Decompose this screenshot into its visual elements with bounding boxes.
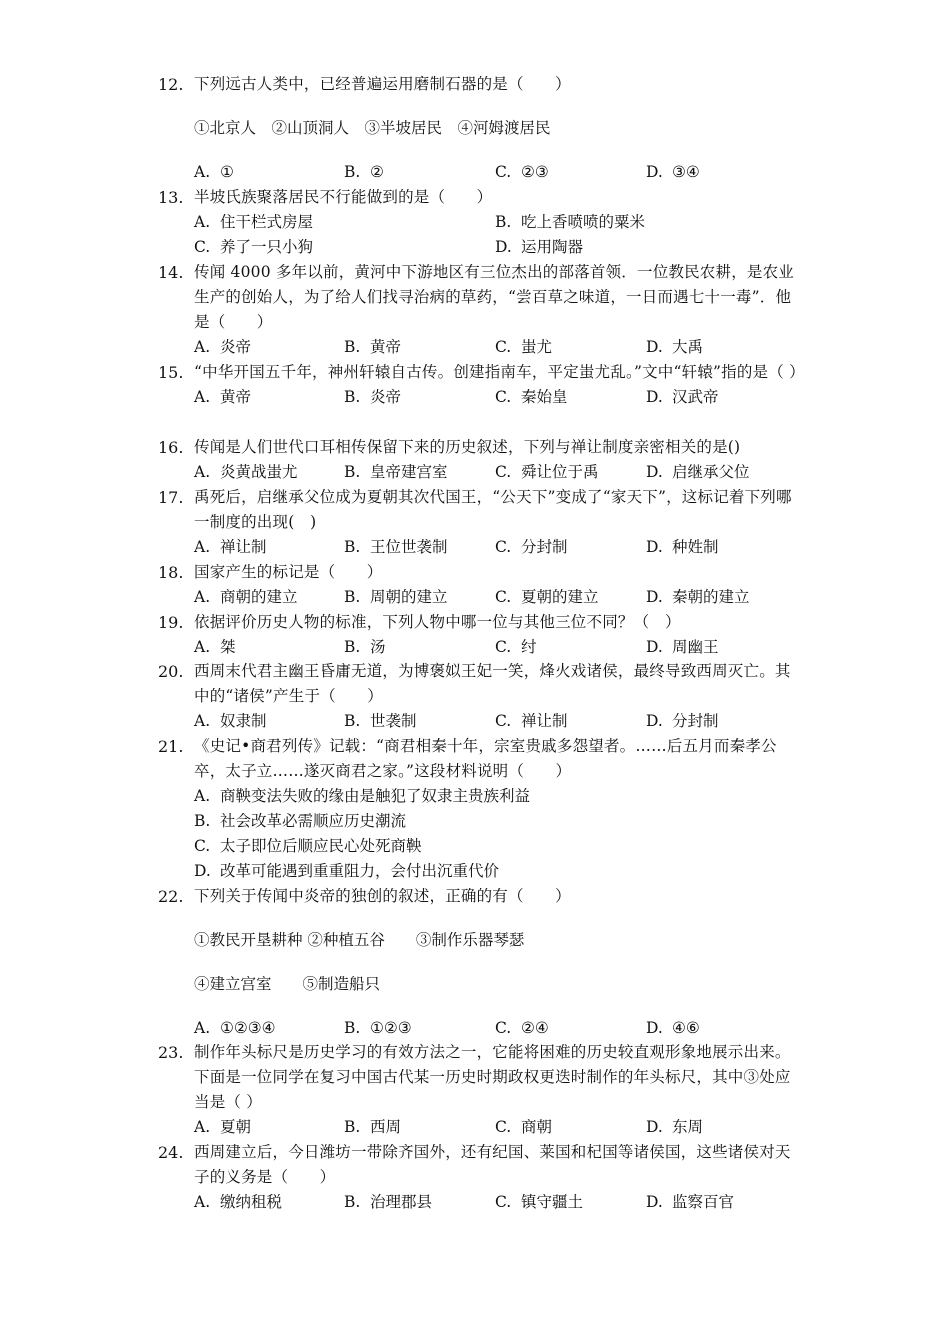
options-row [194,1190,798,1215]
option-a[interactable]: A. 夏朝 [194,1118,252,1136]
question-19 [158,610,798,660]
option-a[interactable]: A. ①②③④ [194,1019,276,1037]
options-row [194,335,798,360]
question-22 [158,884,798,1041]
question-number: 23. [158,1043,184,1062]
option-d[interactable]: D. ④⑥ [646,1019,700,1037]
options-row [194,460,798,485]
question-items: ④建立宫室 ⑤制造船只 [194,975,381,993]
question-items: ①教民开垦耕种 ②种植五谷 ③制作乐器琴瑟 [194,931,525,949]
option-c[interactable]: C. 秦始皇 [495,388,568,406]
question-number: 20. [158,662,184,681]
options-row [194,1115,798,1140]
options-row [194,1016,798,1041]
option-b[interactable]: B. 社会改革必需顺应历史潮流 [194,812,407,830]
options-row [194,160,798,185]
option-c[interactable]: C. 养了一只小狗 [194,238,314,256]
options-row [194,385,798,410]
question-17 [158,485,798,560]
option-c[interactable]: C. 舜让位于禹 [495,463,599,481]
options-row [194,784,798,809]
option-c[interactable]: C. ②④ [495,1019,549,1037]
question-number: 14. [158,263,184,282]
question-number: 19. [158,613,184,632]
option-d[interactable]: D. 分封制 [646,712,719,730]
option-b[interactable]: B. 炎帝 [344,388,402,406]
option-d[interactable]: D. 监察百官 [646,1193,735,1211]
question-15 [158,360,805,410]
question-stem: “中华开国五千年，神州轩辕自古传。创建指南车，平定蚩尤乱。”文中“轩辕”指的是（ ） [194,363,805,381]
option-a[interactable]: A. 炎黄战蚩尤 [194,463,298,481]
question-number: 12. [158,75,184,94]
option-d[interactable]: D. 种姓制 [646,538,719,556]
option-b[interactable]: B. 世袭制 [344,712,417,730]
option-d[interactable]: D. 启继承父位 [646,463,750,481]
question-23 [158,1040,798,1140]
question-stem: 传闻是人们世代口耳相传保留下来的历史叙述，下列与禅让制度亲密相关的是() [194,438,741,456]
options-row [194,235,798,260]
option-b[interactable]: B. 皇帝建宫室 [344,463,448,481]
options-row [194,635,798,660]
question-items: ①北京人 ②山顶洞人 ③半坡居民 ④河姆渡居民 [194,119,551,137]
option-a[interactable]: A. 商鞅变法失败的缘由是触犯了奴隶主贵族利益 [194,787,531,805]
question-stem: 禹死后，启继承父位成为夏朝其次代国王，“公天下”变成了“家天下”，这标记着下列哪一制度的出现( ) [194,488,792,531]
question-stem: 西周末代君主幽王昏庸无道，为博褒姒王妃一笑，烽火戏诸侯，最终导致西周灭亡。其中的“诸侯”产生于（ ） [194,662,791,705]
question-stem: 下列关于传闻中炎帝的独创的叙述，正确的有（ ） [194,887,571,905]
option-a[interactable]: A. 禅让制 [194,538,267,556]
option-d[interactable]: D. 秦朝的建立 [646,588,750,606]
option-c[interactable]: C. 镇守疆土 [495,1193,584,1211]
option-d[interactable]: D. 周幽王 [646,638,719,656]
question-number: 15. [158,363,184,382]
option-c[interactable]: C. 纣 [495,638,537,656]
option-b[interactable]: B. ①②③ [344,1019,412,1037]
option-a[interactable]: A. 炎帝 [194,338,252,356]
option-c[interactable]: C. 蚩尤 [495,338,553,356]
option-d[interactable]: D. 东周 [646,1118,704,1136]
options-row [194,210,798,235]
option-b[interactable]: B. 吃上香喷喷的粟米 [495,213,646,231]
question-stem: 依据评价历史人物的标准，下列人物中哪一位与其他三位不同？（ ） [194,613,681,631]
question-24 [158,1140,798,1215]
options-row [194,859,798,884]
question-number: 22. [158,887,184,906]
option-c[interactable]: C. ②③ [495,163,549,181]
option-a[interactable]: A. 黄帝 [194,388,252,406]
option-b[interactable]: B. 周朝的建立 [344,588,448,606]
question-number: 21. [158,737,184,756]
question-18 [158,560,798,610]
option-d[interactable]: D. 汉武帝 [646,388,719,406]
option-b[interactable]: B. 西周 [344,1118,402,1136]
question-12 [158,72,798,185]
question-stem: 《史记•商君列传》记载：“商君相秦十年，宗室贵戚多怨望者。……后五月而秦孝公卒，太子立……遂灭商君之家。”这段材料说明（ ） [194,737,777,780]
option-b[interactable]: B. 治理郡县 [344,1193,433,1211]
options-row [194,709,798,734]
option-b[interactable]: B. 黄帝 [344,338,402,356]
option-d[interactable]: D. ③④ [646,163,700,181]
option-c[interactable]: C. 太子即位后顺应民心处死商鞅 [194,837,422,855]
question-14 [158,260,798,360]
option-d[interactable]: D. 大禹 [646,338,704,356]
option-b[interactable]: B. 王位世袭制 [344,538,448,556]
option-c[interactable]: C. 商朝 [495,1118,553,1136]
question-16 [158,435,798,485]
question-stem: 国家产生的标记是（ ） [194,563,383,581]
option-c[interactable]: C. 夏朝的建立 [495,588,599,606]
question-number: 13. [158,188,184,207]
options-row [194,535,798,560]
question-13 [158,185,798,260]
question-stem: 下列远古人类中，已经普遍运用磨制石器的是（ ） [194,75,571,93]
question-number: 18. [158,563,184,582]
option-b[interactable]: B. 汤 [344,638,386,656]
question-21 [158,734,798,884]
question-number: 17. [158,488,184,507]
options-row [194,834,798,859]
question-stem: 西周建立后，今日潍坊一带除齐国外，还有纪国、莱国和杞国等诸侯国，这些诸侯对天子的义务是（ ） [194,1143,791,1186]
option-a[interactable]: A. ① [194,163,234,181]
options-row [194,809,798,834]
option-a[interactable]: A. 奴隶制 [194,712,267,730]
option-a[interactable]: A. 住干栏式房屋 [194,213,314,231]
option-a[interactable]: A. 商朝的建立 [194,588,298,606]
option-a[interactable]: A. 桀 [194,638,236,656]
question-number: 16. [158,438,184,457]
options-row [194,585,798,610]
question-stem: 制作年头标尺是历史学习的有效方法之一，它能将困难的历史较直观形象地展示出来。下面是一位同学在复习中国古代某一历史时期政权更迭时制作的年头标尺，其中③处应当是（ ） [194,1043,791,1111]
question-20 [158,659,798,734]
option-d[interactable]: D. 运用陶器 [495,238,584,256]
option-c[interactable]: C. 禅让制 [495,712,568,730]
question-stem: 传闻 4000 多年以前，黄河中下游地区有三位杰出的部落首领．一位教民农耕，是农业生产的创始人，为了给人们找寻治病的草药，“尝百草之味道，一日而遇七十一毒”．他是（ ） [194,263,795,331]
question-number: 24. [158,1143,184,1162]
option-d[interactable]: D. 改革可能遇到重重阻力，会付出沉重代价 [194,862,500,880]
question-stem: 半坡氏族聚落居民不行能做到的是（ ） [194,188,493,206]
option-c[interactable]: C. 分封制 [495,538,568,556]
option-a[interactable]: A. 缴纳租税 [194,1193,283,1211]
option-b[interactable]: B. ② [344,163,384,181]
